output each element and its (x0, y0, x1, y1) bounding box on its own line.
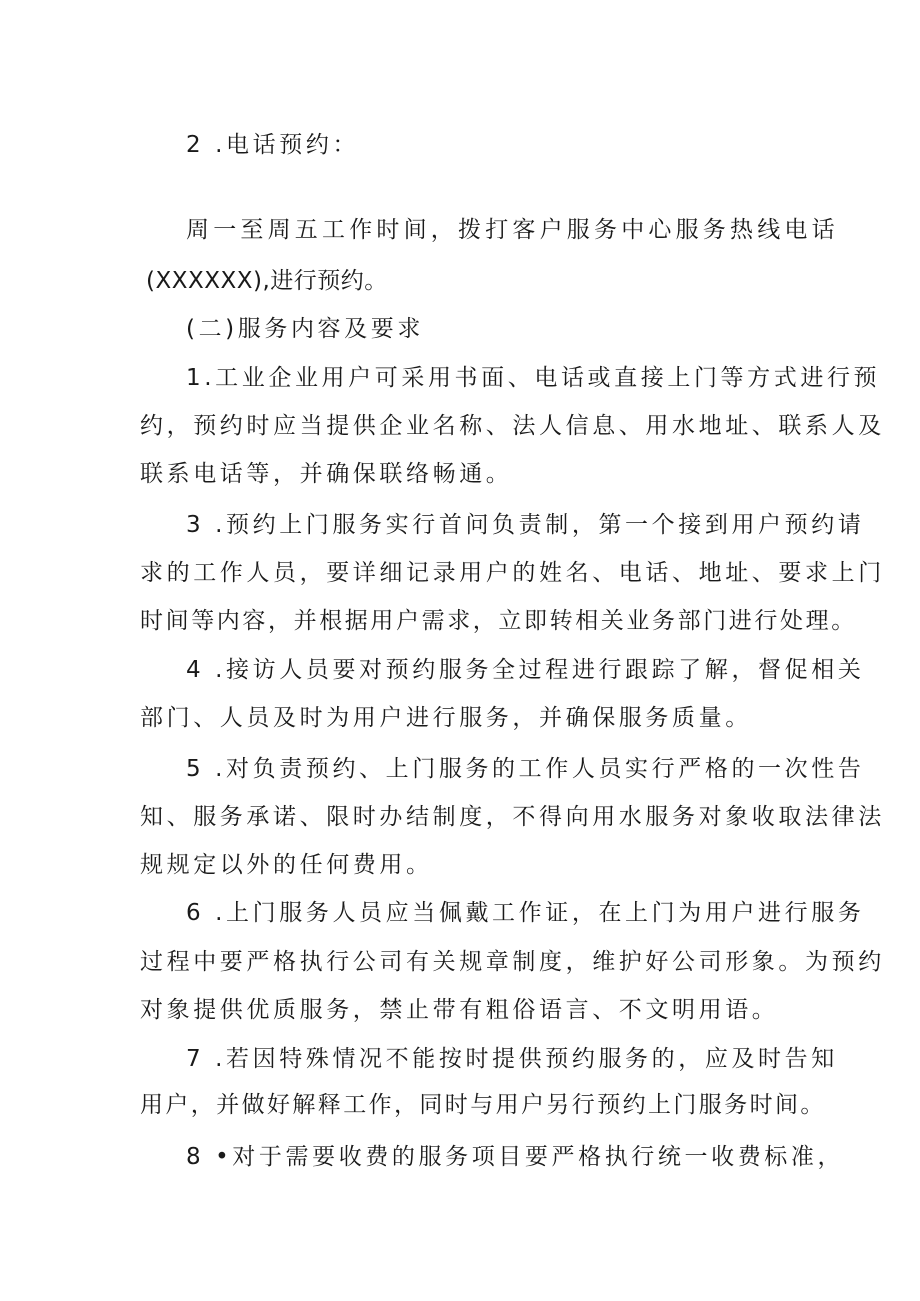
paragraph-line: 5 .对负责预约、上门服务的工作人员实行严格的一次性告 (186, 756, 865, 782)
paragraph-line: 联系电话等，并确保联络畅通。 (140, 461, 513, 487)
paragraph-line: 7 .若因特殊情况不能按时提供预约服务的，应及时告知 (186, 1046, 838, 1072)
paragraph-line: (XXXXXX),进行预约。 (146, 268, 388, 294)
item-2-heading: 2 .电话预约： (186, 132, 360, 158)
paragraph-line: 8 •对于需要收费的服务项目要严格执行统一收费标准， (186, 1144, 845, 1170)
paragraph-line: 3 .预约上门服务实行首问负责制，第一个接到用户预约请 (186, 512, 865, 538)
paragraph-line: 1.工业企业用户可采用书面、电话或直接上门等方式进行预 (186, 365, 881, 391)
paragraph-line: 部门、人员及时为用户进行服务，并确保服务质量。 (140, 705, 752, 731)
section-heading: (二)服务内容及要求 (186, 316, 424, 342)
paragraph-line: 过程中要严格执行公司有关规章制度，维护好公司形象。为预约 (140, 949, 885, 975)
paragraph-line: 周一至周五工作时间，拨打客户服务中心服务热线电话 (186, 217, 839, 243)
paragraph-line: 时间等内容，并根据用户需求，立即转相关业务部门进行处理。 (140, 608, 857, 634)
paragraph-line: 约，预约时应当提供企业名称、法人信息、用水地址、联系人及 (140, 413, 885, 439)
paragraph-line: 规规定以外的任何费用。 (140, 852, 433, 878)
paragraph-line: 知、服务承诺、限时办结制度，不得向用水服务对象收取法律法 (140, 804, 885, 830)
paragraph-line: 求的工作人员，要详细记录用户的姓名、电话、地址、要求上门 (140, 560, 885, 586)
paragraph-line: 6 .上门服务人员应当佩戴工作证，在上门为用户进行服务 (186, 900, 865, 926)
paragraph-line: 对象提供优质服务，禁止带有粗俗语言、不文明用语。 (140, 997, 779, 1023)
paragraph-line: 4 .接访人员要对预约服务全过程进行跟踪了解，督促相关 (186, 657, 865, 683)
paragraph-line: 用户，并做好解释工作，同时与用户另行预约上门服务时间。 (140, 1092, 826, 1118)
